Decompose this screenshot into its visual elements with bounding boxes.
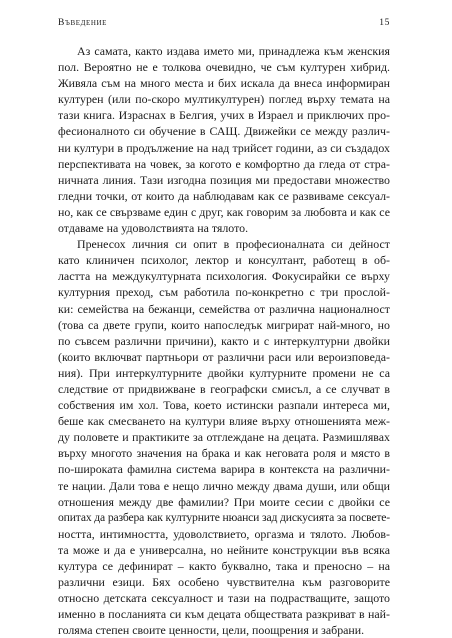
text-line: ния). При интеркултурните двойки културните промени не са: [58, 365, 390, 380]
text-line: ността, интимността, удоволствието, оргазма и тялото. Любов-: [58, 526, 390, 541]
paragraph: [58, 43, 390, 236]
text-line: ки: семейства на бежанци, семейства от различна националност: [58, 301, 390, 316]
text-line: голяма степен своите ценности, цели, поощрения и забрани.: [58, 623, 365, 638]
text-line: културен (или по-скоро мултикултурен) поглед върху темата на: [58, 92, 390, 107]
text-line: (които включват партньори от различни раси или вероизповеда-: [58, 349, 390, 364]
text-line: гледни точки, от които да наблюдавам как се развиваме сексуал-: [58, 188, 390, 203]
chapter-title: Въведение: [58, 18, 108, 28]
text-line: перспективата на човек, за когото е комфортно да гледа от стра-: [58, 156, 390, 171]
page-number: 15: [379, 18, 390, 28]
text-line: Живяла съм на много места и бих искала да внеса информиран: [58, 76, 390, 91]
text-line: ду половете и практиките за отглеждане на децата. Размишлявах: [58, 430, 390, 445]
text-line: беше как смесването на култури влияе върху отношенията меж-: [58, 414, 390, 429]
text-line: върху многото значения на брака и как неговата роля и място в: [58, 446, 390, 461]
text-line: те нации. Дали това е нещо лично между двама души, или общи: [58, 478, 390, 493]
text-line: тази книга. Израснах в Белгия, учих в Израел и приключих про-: [58, 108, 390, 123]
text-line: относно детската сексуалност и тази на подрастващите, защото: [58, 591, 390, 606]
text-line: култура се дефинират – както буквално, така и преносно – на: [58, 559, 390, 573]
text-line: следствие от придвижване в географски смисъл, а се случват в: [58, 381, 390, 396]
text-line: ластта на междукултурната психология. Фокусирайки се върху: [58, 269, 390, 284]
text-line: но, как се свързваме един с друг, как говорим за любовта и как се: [58, 204, 390, 219]
text-line: (това са двете групи, които напоследък мигрират най-много, но: [58, 317, 390, 332]
text-line: Аз самата, както издава името ми, принадлежа към женския: [77, 44, 390, 58]
text-line: различни езици. Бях особено чувствителна към разговорите: [58, 575, 390, 590]
text-line: именно в посланията си към децата обществата разкриват в най-: [58, 607, 390, 622]
text-line: отдаваме на удоволствията на тялото.: [58, 221, 249, 236]
text-line: та може и да е универсална, но нейните конструкции във всяка: [58, 542, 390, 557]
running-header: [58, 18, 390, 32]
text-line: ни култури в продължение на над трийсет години, аз си създадох: [58, 140, 390, 155]
text-line: ничната линия. Тази изгодна позиция ми предостави множество: [58, 172, 390, 187]
text-line: отношения между две фамилии? При моите сесии с двойки се: [58, 494, 390, 509]
text-line: като клиничен психолог, лектор и консултант, работещ в об-: [58, 253, 390, 268]
text-line: културния преход, съм работила по-конкретно с три прослой-: [58, 285, 390, 300]
text-line: пол. Вероятно не е толкова очевидно, че съм културен хибрид.: [58, 60, 390, 75]
text-line: опитах да разбера как културните нюанси зад дискусията за посвете-: [58, 510, 390, 524]
paragraph: [58, 236, 390, 638]
text-line: Пренесох личния си опит в професионалната си дейност: [77, 237, 390, 252]
text-line: фесионалното си обучение в САЩ. Движейки се между различ-: [58, 124, 390, 139]
text-line: по съвсем различни причини), както и с интеркултурни двойки: [58, 333, 390, 348]
text-line: по-широката фамилна система варира в контекста на различни-: [58, 462, 390, 477]
text-line: собствения им хол. Това, което истински разпали интереса ми,: [58, 398, 390, 413]
body-text: [58, 43, 390, 638]
